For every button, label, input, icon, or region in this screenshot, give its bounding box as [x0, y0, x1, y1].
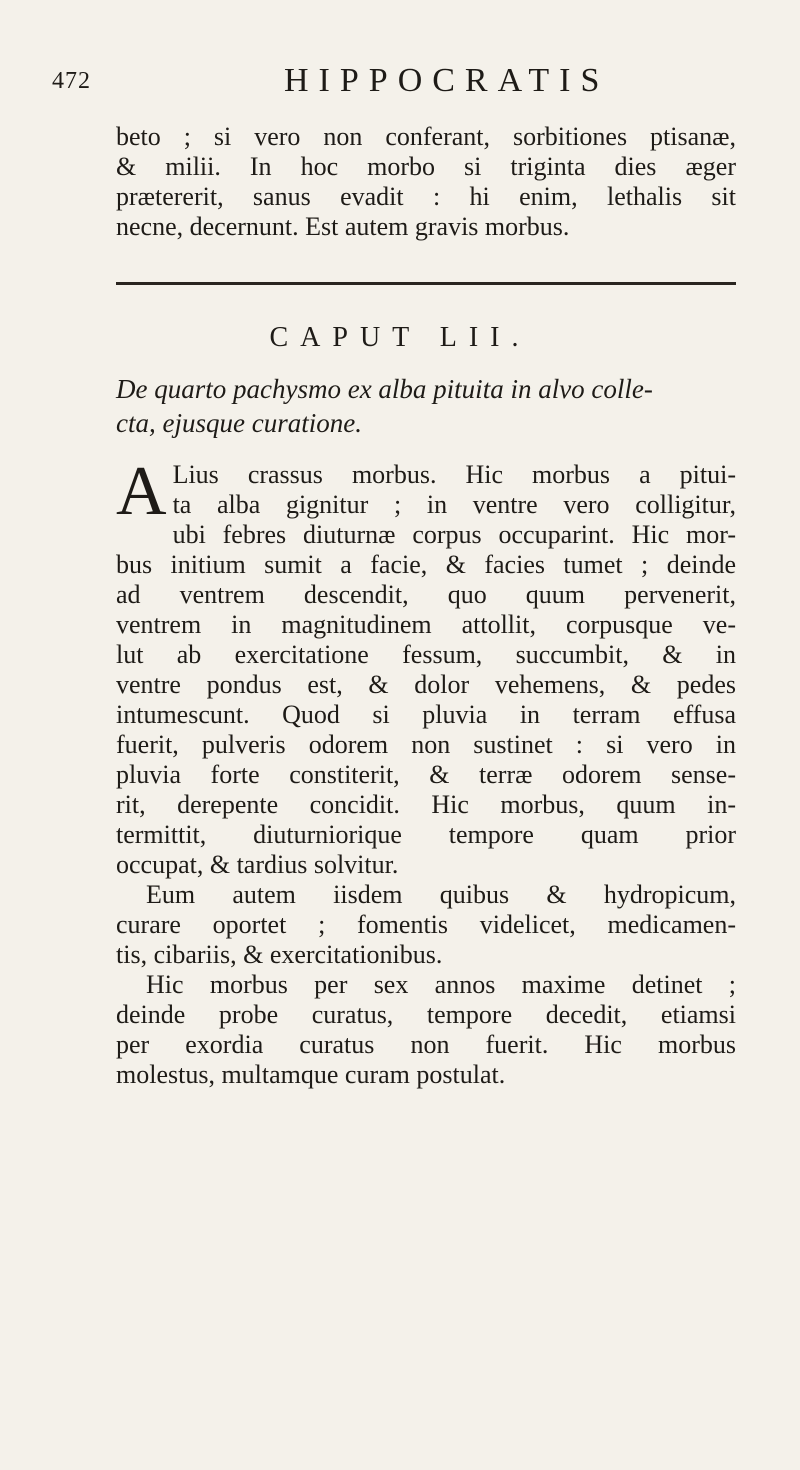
- text-line: ad ventrem descendit, quo quum pervenerit,: [116, 580, 736, 609]
- text-line: tis, cibariis, & exercitationibus.: [116, 940, 443, 969]
- text-line: deinde probe curatus, tempore decedit, etiamsi: [116, 1000, 736, 1029]
- subtitle-line: De quarto pachysmo ex alba pituita in alvo colle-: [116, 374, 653, 404]
- text-line: fuerit, pulveris odorem non sustinet : si vero in: [116, 730, 736, 759]
- text-line: Eum autem iisdem quibus & hydropicum,: [146, 880, 736, 909]
- text-line: rit, derepente concidit. Hic morbus, quum in-: [116, 790, 736, 819]
- running-head: [52, 62, 752, 102]
- text-line: termittit, diuturniorique tempore quam prior: [116, 820, 736, 849]
- text-line: curare oportet ; fomentis videlicet, medicamen-: [116, 910, 736, 939]
- text-line: pluvia forte constiterit, & terræ odorem sense-: [116, 760, 736, 789]
- text-line: lut ab exercitatione fessum, succumbit, & in: [116, 640, 736, 669]
- text-line: necne, decernunt. Est autem gravis morbus.: [116, 212, 570, 241]
- text-line: ubi febres diuturnæ corpus occuparint. Hic mor-: [172, 520, 736, 549]
- text-line: occupat, & tardius solvitur.: [116, 850, 399, 879]
- running-title: HIPPOCRATIS: [284, 62, 610, 99]
- page-number: 472: [52, 68, 91, 94]
- text-line: bus initium sumit a facie, & facies tumet ; deinde: [116, 550, 736, 579]
- chapter-heading: CAPUT LII.: [269, 322, 531, 353]
- text-line: Hic morbus per sex annos maxime detinet ;: [146, 970, 736, 999]
- subtitle-line: cta, ejusque curatione.: [116, 408, 362, 438]
- section-divider: [116, 282, 736, 285]
- chapter-subtitle: [116, 372, 736, 440]
- drop-cap: A: [116, 453, 167, 530]
- text-line: ta alba gignitur ; in ventre vero colligitur,: [172, 490, 736, 519]
- text-line: prætererit, sanus evadit : hi enim, lethalis sit: [116, 182, 736, 211]
- text-line: & milii. In hoc morbo si triginta dies æger: [116, 152, 736, 181]
- text-line: Lius crassus morbus. Hic morbus a pitui-: [172, 460, 736, 489]
- top-paragraph: [116, 122, 736, 242]
- text-line: ventre pondus est, & dolor vehemens, & pedes: [116, 670, 736, 699]
- text-line: ventrem in magnitudinem attollit, corpusque ve-: [116, 610, 736, 639]
- text-line: molestus, multamque curam postulat.: [116, 1060, 506, 1089]
- text-line: intumescunt. Quod si pluvia in terram effusa: [116, 700, 736, 729]
- text-line: per exordia curatus non fuerit. Hic morbus: [116, 1030, 736, 1059]
- text-line: beto ; si vero non conferant, sorbitiones ptisanæ,: [116, 122, 736, 151]
- main-paragraph: [116, 453, 736, 1090]
